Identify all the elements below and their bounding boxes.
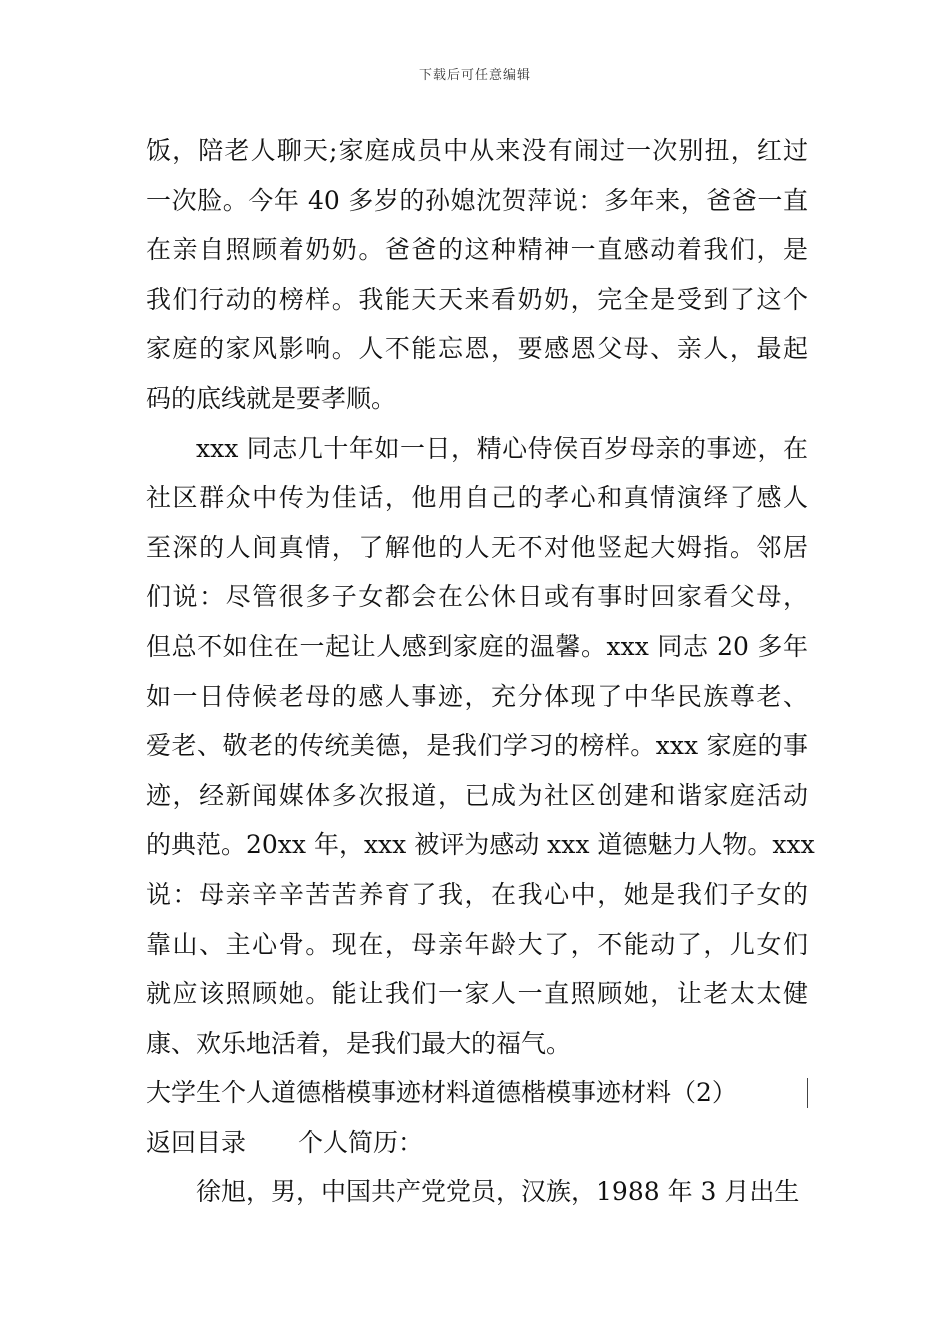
text-line: 就应该照顾她。能让我们一家人一直照顾她，让老太太健 [146, 979, 808, 1009]
text-line: 但总不如住在一起让人感到家庭的温馨。xxx 同志 20 多年 [146, 631, 808, 661]
paragraph-family-story [146, 126, 808, 424]
section-title: 大学生个人道德楷模事迹材料道德楷模事迹材料（2） [146, 1078, 737, 1108]
text-line: 的典范。20xx 年，xxx 被评为感动 xxx 道德魅力人物。xxx [146, 830, 815, 860]
page-header-note: 下载后可任意编辑 [418, 68, 531, 83]
text-line: 说：母亲辛辛苦苦养育了我，在我心中，她是我们子女的 [146, 879, 808, 909]
separator-bar [807, 1078, 808, 1108]
text-line: 家庭的家风影响。人不能忘恩，要感恩父母、亲人，最起 [146, 334, 808, 364]
text-line: 我们行动的榜样。我能天天来看奶奶，完全是受到了这个 [146, 284, 808, 314]
text-line: 社区群众中传为佳话，他用自己的孝心和真情演绎了感人 [146, 483, 808, 513]
back-to-contents-link[interactable]: 返回目录 [146, 1127, 247, 1157]
text-line: 迹，经新闻媒体多次报道，已成为社区创建和谐家庭活动 [146, 780, 808, 810]
text-line: 如一日侍候老母的感人事迹，充分体现了中华民族尊老、 [146, 681, 808, 711]
text-line: 码的底线就是要孝顺。 [146, 383, 397, 413]
document-body [146, 126, 815, 1217]
text-line: 在亲自照顾着奶奶。爸爸的这种精神一直感动着我们，是 [146, 235, 808, 265]
text-line: 们说：尽管很多子女都会在公休日或有事时回家看父母， [146, 582, 808, 612]
text-line: xxx 同志几十年如一日，精心侍侯百岁母亲的事迹，在 [196, 433, 808, 463]
text-line: 靠山、主心骨。现在，母亲年龄大了，不能动了，儿女们 [146, 929, 808, 959]
section-subtitle: 个人简历： [298, 1127, 424, 1157]
section-heading [146, 1068, 808, 1118]
text-line: 饭，陪老人聊天;家庭成员中从来没有闹过一次别扭，红过 [146, 136, 808, 165]
section-nav [146, 1118, 808, 1168]
text-line: 一次脸。今年 40 多岁的孙媳沈贺萍说：多年来，爸爸一直 [146, 185, 808, 215]
bio-first-line: 徐旭，男，中国共产党党员，汉族，1988 年 3 月出生 [196, 1177, 800, 1207]
text-line: 康、欢乐地活着，是我们最大的福气。 [146, 1028, 572, 1058]
text-line: 爱老、敬老的传统美德，是我们学习的榜样。xxx 家庭的事 [146, 731, 808, 761]
text-line: 至深的人间真情，了解他的人无不对他竖起大姆指。邻居 [146, 532, 808, 562]
paragraph-xxx-deeds [146, 424, 815, 1069]
